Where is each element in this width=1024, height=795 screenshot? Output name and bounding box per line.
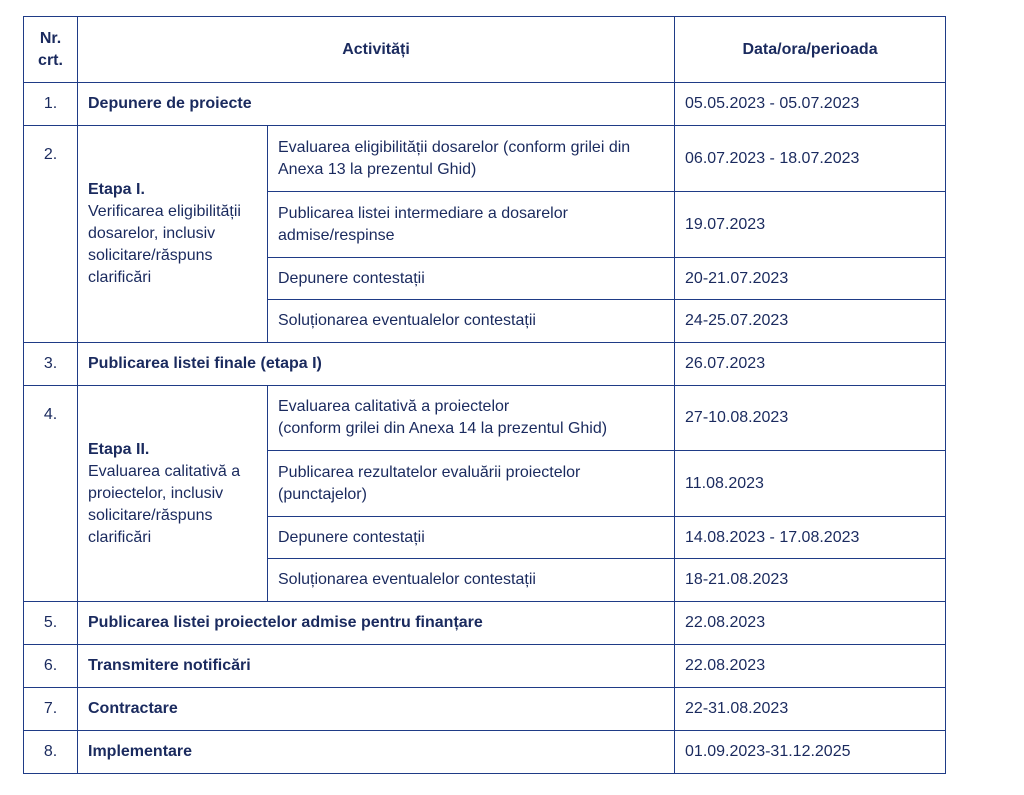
table-row: [24, 731, 946, 774]
activity-cell: Publicarea listei proiectelor admise pentru finanțare: [78, 602, 675, 645]
table-row: [24, 688, 946, 731]
date-cell: 18-21.08.2023: [675, 559, 946, 602]
table-row: [24, 645, 946, 688]
row-number: 6.: [24, 645, 78, 688]
sub-activity-cell: Evaluarea eligibilității dosarelor (conform grilei din Anexa 13 la prezentul Ghid): [268, 126, 675, 192]
table-row: [24, 386, 946, 451]
date-cell: 26.07.2023: [675, 343, 946, 386]
activity-cell: Depunere de proiecte: [78, 83, 675, 126]
date-cell: 05.05.2023 - 05.07.2023: [675, 83, 946, 126]
sub-activity-cell: Depunere contestații: [268, 258, 675, 300]
row-number: 4.: [24, 386, 78, 602]
row-number: 2.: [24, 126, 78, 343]
date-cell: 22-31.08.2023: [675, 688, 946, 731]
header-nr: Nr. crt.: [24, 17, 78, 83]
sub-activity-cell: Depunere contestații: [268, 517, 675, 559]
stage-description: Verificarea eligibilității dosarelor, inclusiv solicitare/răspuns clarificări: [88, 203, 241, 286]
header-activitati: Activități: [78, 17, 675, 83]
sub-activity-cell: Soluționarea eventualelor contestații: [268, 559, 675, 602]
date-cell: 06.07.2023 - 18.07.2023: [675, 126, 946, 192]
date-cell: 14.08.2023 - 17.08.2023: [675, 517, 946, 559]
activity-cell: Implementare: [78, 731, 675, 774]
activity-cell: Contractare: [78, 688, 675, 731]
sub-activity-cell: Publicarea rezultatelor evaluării proiectelor (punctajelor): [268, 451, 675, 517]
date-cell: 01.09.2023-31.12.2025: [675, 731, 946, 774]
date-cell: 22.08.2023: [675, 645, 946, 688]
header-data: Data/ora/perioada: [675, 17, 946, 83]
stage-title: Etapa II.: [88, 440, 150, 458]
row-number: 5.: [24, 602, 78, 645]
row-number: 7.: [24, 688, 78, 731]
table-row: [24, 602, 946, 645]
row-number: 1.: [24, 83, 78, 126]
table-row: [24, 343, 946, 386]
stage-cell: [78, 126, 268, 343]
stage-cell: [78, 386, 268, 602]
date-cell: 27-10.08.2023: [675, 386, 946, 451]
row-number: 8.: [24, 731, 78, 774]
date-cell: 20-21.07.2023: [675, 258, 946, 300]
date-cell: 24-25.07.2023: [675, 300, 946, 343]
schedule-table: [23, 16, 946, 774]
stage-description: Evaluarea calitativă a proiectelor, inclusiv solicitare/răspuns clarificări: [88, 462, 241, 546]
header-row: [24, 17, 946, 83]
sub-activity-cell: Evaluarea calitativă a proiectelor (conform grilei din Anexa 14 la prezentul Ghid): [268, 386, 675, 451]
row-number: 3.: [24, 343, 78, 386]
date-cell: 19.07.2023: [675, 192, 946, 258]
date-cell: 22.08.2023: [675, 602, 946, 645]
activity-cell: Transmitere notificări: [78, 645, 675, 688]
sub-activity-cell: Publicarea listei intermediare a dosarelor admise/respinse: [268, 192, 675, 258]
sub-activity-cell: Soluționarea eventualelor contestații: [268, 300, 675, 343]
table-row: [24, 83, 946, 126]
date-cell: 11.08.2023: [675, 451, 946, 517]
table-row: [24, 126, 946, 192]
stage-title: Etapa I.: [88, 181, 145, 198]
activity-cell: Publicarea listei finale (etapa I): [78, 343, 675, 386]
